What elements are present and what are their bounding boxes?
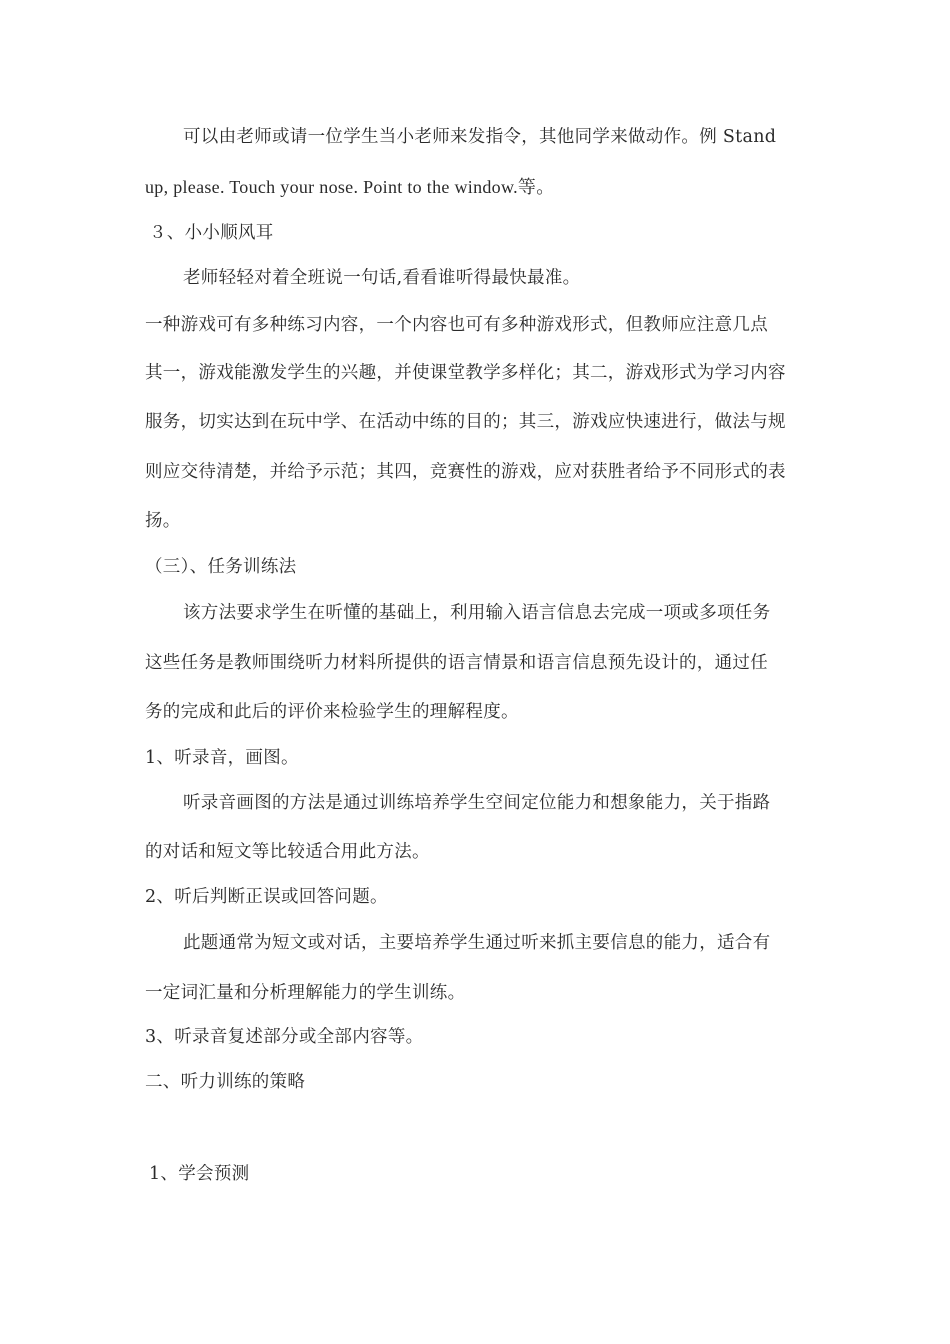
paragraph-line: 听录音画图的方法是通过训练培养学生空间定位能力和想象能力，关于指路 [183, 793, 771, 813]
paragraph-line: 一种游戏可有多种练习内容，一个内容也可有多种游戏形式，但教师应注意几点 [145, 315, 768, 335]
paragraph-line: up, please. Touch your nose. Point to the window.等。 [145, 177, 555, 197]
paragraph-line: 可以由老师或请一位学生当小老师来发指令，其他同学来做动作。例 Stand [183, 127, 777, 147]
section-heading: 2、听后判断正误或回答问题。 [145, 887, 388, 907]
paragraph-line: 则应交待清楚，并给予示范；其四，竞赛性的游戏，应对获胜者给予不同形式的表 [145, 462, 786, 482]
section-heading: 二、听力训练的策略 [145, 1072, 306, 1092]
paragraph-line: 一定词汇量和分析理解能力的学生训练。 [145, 983, 466, 1003]
section-heading: ３、小小顺风耳 [149, 223, 274, 243]
paragraph-line: 务的完成和此后的评价来检验学生的理解程度。 [145, 702, 519, 722]
section-heading: 1、学会预测 [149, 1164, 250, 1184]
section-heading: 3、听录音复述部分或全部内容等。 [145, 1027, 424, 1047]
paragraph-line: 该方法要求学生在听懂的基础上，利用输入语言信息去完成一项或多项任务 [183, 603, 771, 623]
paragraph-line: 的对话和短文等比较适合用此方法。 [145, 842, 430, 862]
paragraph-line: 扬。 [145, 511, 181, 531]
paragraph-line: 此题通常为短文或对话，主要培养学生通过听来抓主要信息的能力，适合有 [183, 933, 771, 953]
paragraph-line: 这些任务是教师围绕听力材料所提供的语言情景和语言信息预先设计的，通过任 [145, 653, 768, 673]
section-heading: 1、听录音，画图。 [145, 748, 299, 768]
paragraph-line: 服务，切实达到在玩中学、在活动中练的目的；其三，游戏应快速进行，做法与规 [145, 412, 786, 432]
paragraph-line: 老师轻轻对着全班说一句话,看看谁听得最快最准。 [183, 268, 581, 288]
section-heading: （三）、任务训练法 [145, 557, 297, 577]
paragraph-line: 其一，游戏能激发学生的兴趣，并使课堂教学多样化；其二，游戏形式为学习内容 [145, 363, 786, 383]
